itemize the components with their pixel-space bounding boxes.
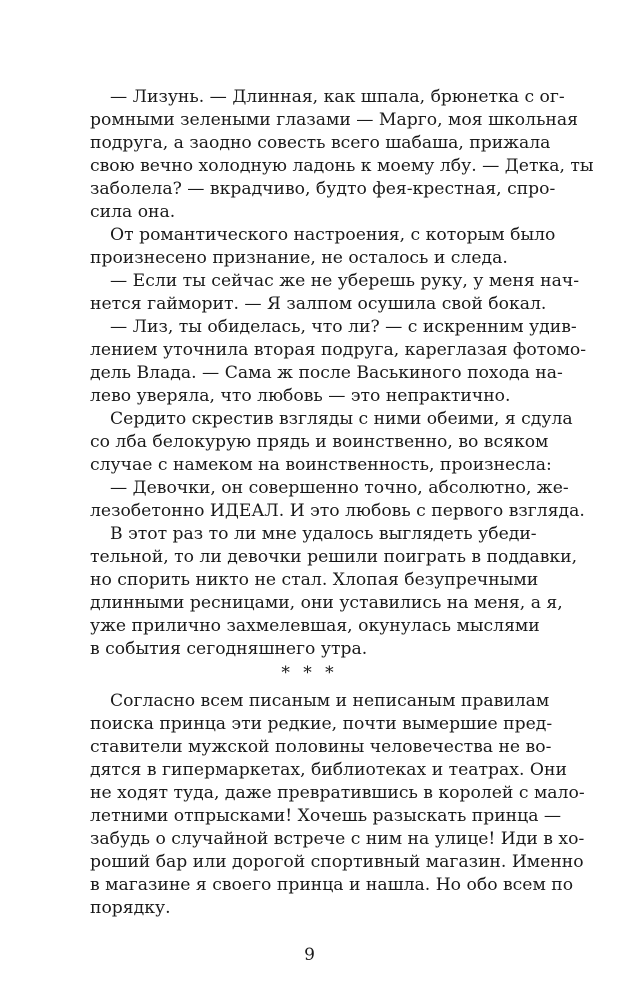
text-line: — Лизунь. — Длинная, как шпала, брюнетка с ог- — [110, 87, 565, 107]
text-line: — Девочки, он совершенно точно, абсолютно, же- — [110, 478, 569, 498]
text-line: дятся в гипермаркетах, библиотеках и театрах. Они — [90, 760, 567, 780]
text-line: Согласно всем писаным и неписаным правилам — [110, 691, 550, 711]
text-line: в события сегодняшнего утра. — [90, 639, 368, 659]
text-line: случае с намеком на воинственность, произнесла: — [90, 455, 552, 475]
text-line: порядку. — [90, 898, 171, 918]
text-line: — Если ты сейчас же не уберешь руку, у меня нач- — [110, 271, 580, 291]
text-line: В этот раз то ли мне удалось выглядеть убеди- — [110, 524, 537, 544]
text-line: уже прилично захмелевшая, окунулась мыслями — [90, 616, 540, 636]
text-line: свою вечно холодную ладонь к моему лбу. — Детка, ты — [90, 156, 594, 176]
text-line: но спорить никто не стал. Хлопая безупречными — [90, 570, 539, 590]
section-separator: * * * — [281, 663, 338, 683]
text-line: дель Влада. — Сама ж после Васькиного похода на- — [90, 363, 563, 383]
text-line: не ходят туда, даже превратившись в королей с мало- — [90, 783, 585, 803]
text-line: забудь о случайной встрече с ним на улице! Иди в хо- — [90, 829, 585, 849]
text-line: нется гайморит. — Я залпом осушила свой бокал. — [90, 294, 547, 314]
text-line: ставители мужской половины человечества не во- — [90, 737, 552, 757]
text-line: лением уточнила вторая подруга, кареглазая фотомо- — [90, 340, 587, 360]
text-line: длинными ресницами, они уставились на меня, а я, — [90, 593, 563, 613]
text-line: подруга, а заодно совесть всего шабаша, прижала — [90, 133, 551, 153]
text-line: тельной, то ли девочки решили поиграть в поддавки, — [90, 547, 578, 567]
text-line: — Лиз, ты обиделась, что ли? — с искренним удив- — [110, 317, 577, 337]
text-line: роший бар или дорогой спортивный магазин. Именно — [90, 852, 584, 872]
text-line: сила она. — [90, 202, 176, 222]
text-line: в магазине я своего принца и нашла. Но обо всем по — [90, 875, 574, 895]
text-line: поиска принца эти редкие, почти вымершие пред- — [90, 714, 553, 734]
text-line: ромными зелеными глазами — Марго, моя школьная — [90, 110, 578, 130]
text-line: произнесено признание, не осталось и следа. — [90, 248, 508, 268]
text-line: Сердито скрестив взгляды с ними обеими, я сдула — [110, 409, 573, 429]
text-line: заболела? — вкрадчиво, будто фея-крестная, спро- — [90, 179, 556, 199]
text-line: лево уверяла, что любовь — это непрактично. — [90, 386, 511, 406]
text-line: со лба белокурую прядь и воинственно, во всяком — [90, 432, 549, 452]
page-number: 9 — [304, 945, 315, 965]
text-line: летними отпрысками! Хочешь разыскать принца — — [90, 806, 562, 826]
text-line: От романтического настроения, с которым было — [110, 225, 556, 245]
text-line: лезобетонно ИДЕАЛ. И это любовь с первого взгляда. — [90, 501, 585, 521]
